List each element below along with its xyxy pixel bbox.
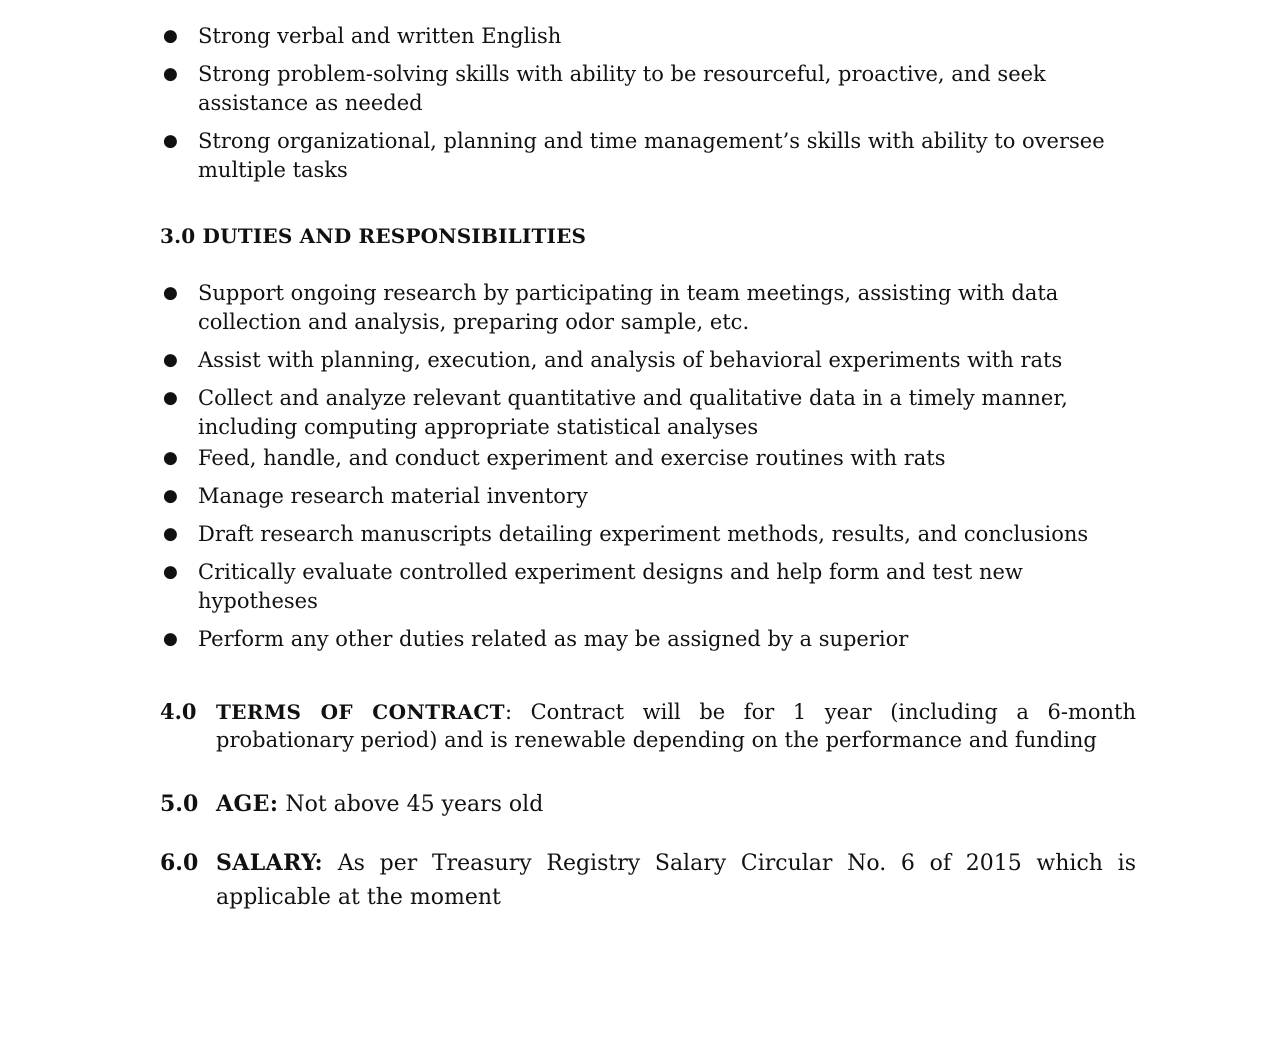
list-item-text: Strong verbal and written English <box>198 24 562 48</box>
section-label: TERMS OF CONTRACT <box>216 700 505 724</box>
list-item <box>160 279 1136 337</box>
terms-of-contract-section <box>160 698 1136 754</box>
list-item-text: Strong organizational, planning and time management’s skills with ability to oversee multiple tasks <box>198 129 1105 182</box>
bullet-icon: ● <box>163 26 178 46</box>
list-item-text: Manage research material inventory <box>198 484 588 508</box>
section-text: Not above 45 years old <box>278 792 544 817</box>
bullet-icon: ● <box>163 283 178 303</box>
section-text: : Contract will be for 1 year (including a 6-month probationary period) and is renewable depending on the performance and funding <box>216 700 1136 752</box>
bullet-icon: ● <box>163 629 178 649</box>
list-item-text: Feed, handle, and conduct experiment and exercise routines with rats <box>198 446 946 470</box>
list-item <box>160 558 1136 616</box>
list-item-text: Perform any other duties related as may be assigned by a superior <box>198 627 909 651</box>
bullet-icon: ● <box>163 350 178 370</box>
list-item-text: Assist with planning, execution, and analysis of behavioral experiments with rats <box>198 348 1063 372</box>
list-item-text: Collect and analyze relevant quantitative and qualitative data in a timely manner, including computing appropriate statistical analyses <box>198 386 1068 439</box>
list-item-text: Critically evaluate controlled experiment designs and help form and test new hypotheses <box>198 560 1023 613</box>
list-item <box>160 60 1136 118</box>
list-item-text: Support ongoing research by participating in team meetings, assisting with data collection and analysis, preparing odor sample, etc. <box>198 281 1059 334</box>
list-item-text: Strong problem-solving skills with ability to be resourceful, proactive, and seek assistance as needed <box>198 62 1046 115</box>
list-item <box>160 22 1136 51</box>
section-number: 5.0 <box>160 791 199 817</box>
age-section <box>160 790 1136 819</box>
bullet-icon: ● <box>163 524 178 544</box>
list-item <box>160 384 1136 442</box>
list-item <box>160 444 1136 473</box>
list-item-text: Draft research manuscripts detailing experiment methods, results, and conclusions <box>198 522 1089 546</box>
list-item <box>160 520 1136 549</box>
bullet-icon: ● <box>163 131 178 151</box>
salary-section <box>160 846 1136 915</box>
section-number: 4.0 <box>160 699 197 724</box>
bullet-icon: ● <box>163 448 178 468</box>
bullet-icon: ● <box>163 486 178 506</box>
section-text: As per Treasury Registry Salary Circular No. 6 of 2015 which is applicable at the moment <box>216 851 1136 910</box>
list-item <box>160 127 1136 185</box>
bullet-icon: ● <box>163 64 178 84</box>
section-number: 6.0 <box>160 850 199 876</box>
section-label: AGE: <box>216 791 279 817</box>
duties-heading: 3.0 DUTIES AND RESPONSIBILITIES <box>160 224 587 248</box>
requirements-list <box>160 22 1136 185</box>
section-label: SALARY: <box>216 850 324 876</box>
list-item <box>160 625 1136 654</box>
document-page <box>160 22 1136 915</box>
list-item <box>160 346 1136 375</box>
list-item <box>160 482 1136 511</box>
bullet-icon: ● <box>163 562 178 582</box>
duties-list <box>160 279 1136 654</box>
bullet-icon: ● <box>163 388 178 408</box>
